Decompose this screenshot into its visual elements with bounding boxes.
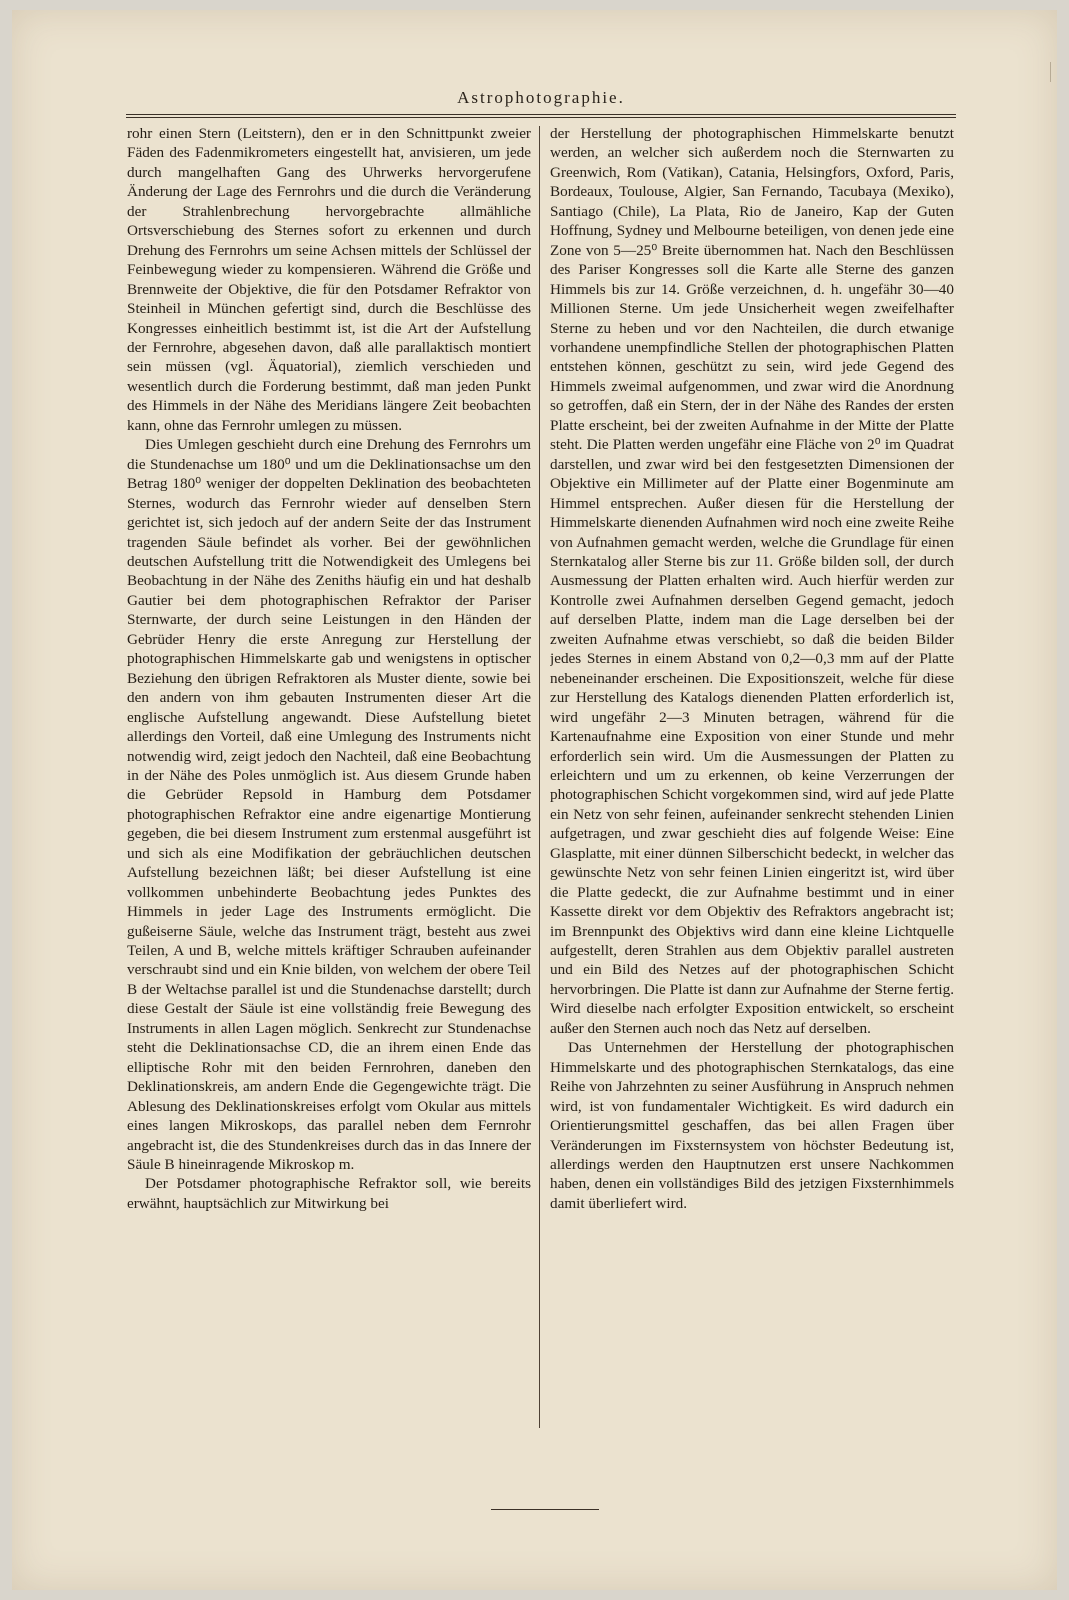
edge-mark [1050, 62, 1055, 82]
header-rule-bottom [126, 117, 956, 118]
paragraph: Dies Umlegen geschieht durch eine Drehung des Fernrohrs um die Stundenachse um 180⁰ und um die Deklinationsachse um den Betrag 180⁰ weniger der doppelten Deklination des beobachteten Sternes, wodurch das Fernrohr wieder auf denselben Stern gerichtet ist, sich jedoch auf der andern Seite der das Instrument tragenden Säule befindet als vorher. Bei der gewöhnlichen deutschen Aufstellung tritt die Notwendigkeit des Umlegens bei Beobachtung in der Nähe des Zeniths häufig ein und hat deshalb Gautier bei dem photographischen Refraktor der Pariser Sternwarte, der durch seine Leistungen in den Händen der Gebrüder Henry die erste Anregung zur Herstellung der photographischen Himmelskarte gab und wenigstens in optischer Beziehung den übrigen Refraktoren als Muster diente, sowie bei den andern von ihm gebauten Instrumenten dieser Art die englische Aufstellung angewandt. Diese Aufstellung bietet allerdings den Vorteil, daß eine Umlegung des Instruments nicht notwendig wird, zeigt jedoch den Nachteil, daß eine Beobachtung in der Nähe des Poles unmöglich ist. Aus diesem Grunde haben die Gebrüder Repsold in Hamburg dem Potsdamer photographischen Refraktor eine andre eigenartige Montierung gegeben, die bei diesem Instrument zum erstenmal ausgeführt ist und sich als eine Modifikation der gebräuchlichen deutschen Aufstellung bezeichnen läßt; bei dieser Aufstellung ist eine vollkommen unbehinderte Beobachtung jedes Punktes des Himmels in jeder Lage des Instruments ermöglicht. Die gußeiserne Säule, welche das Instrument trägt, besteht aus zwei Teilen, A und B, welche mittels kräftiger Schrauben aufeinander verschraubt sind und ein Knie bilden, von welchem der obere Teil B der Weltachse parallel ist und die Stundenachse darstellt; durch diese Gestalt der Säule ist eine vollständig freie Bewegung des Instruments in allen Lagen möglich. Senkrecht zur Stundenachse steht die Deklinationsachse CD, die an ihrem einen Ende das elliptische Rohr mit den beiden Fernrohren, daneben den Deklinationskreis, am andern Ende die Gegengewichte trägt. Die Ablesung des Deklinationskreises erfolgt vom Okular aus mittels eines langen Mikroskops, das parallel neben dem Fernrohr angebracht ist, die des Stundenkreises durch das in das Innere der Säule B hineinragende Mikroskop m. [127, 436, 531, 1174]
right-column [550, 124, 954, 1430]
paragraph: der Herstellung der photographischen Himmelskarte benutzt werden, an welcher sich außerdem noch die Sternwarten zu Greenwich, Rom (Vatikan), Catania, Helsingfors, Oxford, Paris, Bordeaux, Toulouse, Algier, San Fernando, Tacubaya (Mexiko), Santiago (Chile), La Plata, Rio de Janeiro, Kap der Guten Hoffnung, Sydney und Melbourne beteiligen, von denen jede eine Zone von 5—25⁰ Breite übernommen hat. Nach den Beschlüssen des Pariser Kongresses soll die Karte alle Sterne des ganzen Himmels bis zur 14. Größe verzeichnen, d. h. ungefähr 30—40 Millionen Sterne. Um jede Unsicherheit wegen zweifelhafter Sterne zu heben und vor den Nachteilen, die durch etwanige vorhandene unempfindliche Stellen der photographischen Platten entstehen können, geschützt zu sein, wird jede Gegend des Himmels zweimal aufgenommen, und zwar wird die Anordnung so getroffen, daß ein Stern, der in der Nähe des Randes der ersten Platte erscheint, bei der zweiten Aufnahme in der Mitte der Platte steht. Die Platten werden ungefähr eine Fläche von 2⁰ im Quadrat darstellen, und zwar wird bei den festgesetzten Dimensionen der Objektive ein Millimeter auf der Platte einer Bogenminute am Himmel entsprechen. Außer diesen für die Herstellung der Himmelskarte dienenden Aufnahmen wird noch eine zweite Reihe von Aufnahmen gemacht werden, welche die Grundlage für einen Sternkatalog aller Sterne bis zur 11. Größe bilden soll, der durch Ausmessung der Platten erhalten wird. Auch hierfür werden zur Kontrolle zwei Aufnahmen derselben Gegend gemacht, jedoch auf derselben Platte, indem man die Lage derselben bei der zweiten Aufnahme etwas verschiebt, so daß die beiden Bilder jedes Sternes in einem Abstand von 0,2—0,3 mm auf der Platte nebeneinander erscheinen. Die Expositionszeit, welche für diese zur Herstellung des Katalogs dienenden Platten erforderlich ist, wird ungefähr 2—3 Minuten betragen, während für die Kartenaufnahme eine Exposition von einer Stunde und mehr erforderlich sein wird. Um die Ausmessungen der Platten zu erleichtern und um zu erkennen, ob keine Verzerrungen der photographischen Schicht vorgekommen sind, wird auf jede Platte ein Netz von sehr feinen, aufeinander senkrecht stehenden Linien aufgetragen, und zwar geschieht dies auf folgende Weise: Eine Glasplatte, mit einer dünnen Silberschicht bedeckt, in welcher das gewünschte Netz von sehr feinen Linien eingeritzt ist, wird über die Platte gedeckt, die zur Aufnahme bestimmt und in einer Kassette direkt vor dem Objektiv des Refraktors angebracht ist; im Brennpunkt des Objektivs wird dann eine kleine Lichtquelle aufgestellt, deren Strahlen aus dem Objektiv parallel austreten und ein Bild des Netzes auf der photographischen Schicht hervorbringen. Die Platte ist dann zur Aufnahme der Sterne fertig. Wird dieselbe nach erfolgter Exposition entwickelt, so erscheint außer den Sternen auch noch das Netz auf derselben. [550, 125, 954, 1037]
paragraph: rohr einen Stern (Leitstern), den er in den Schnittpunkt zweier Fäden des Fadenmikrometers eingestellt hat, anvisieren, um jede durch mangelhaften Gang des Uhrwerks hervorgerufene Änderung der Lage des Fernrohrs und die durch die Veränderung der Strahlenbrechung hervorgebrachte allmähliche Ortsverschiebung des Sternes sofort zu erkennen und durch Drehung des Fernrohrs um seine Achsen mittels der Schlüssel der Feinbewegung wieder zu kompensieren. Während die Größe und Brennweite der Objektive, die für den Potsdamer Refraktor von Steinheil in München gefertigt sind, durch die Beschlüsse des Kongresses einheitlich bestimmt ist, ist die Art der Aufstellung der Fernrohre, abgesehen davon, daß alle parallaktisch montiert sein müssen (vgl. Äquatorial), ziemlich verschieden und wesentlich durch die Forderung bestimmt, daß man jeden Punkt des Himmels in der Nähe des Meridians längere Zeit beobachten kann, ohne das Fernrohr umlegen zu müssen. [127, 125, 531, 434]
end-rule [491, 1509, 599, 1510]
column-divider [539, 126, 540, 1428]
paragraph: Der Potsdamer photographische Refraktor soll, wie bereits erwähnt, hauptsächlich zur Mitwirkung bei [127, 1175, 531, 1212]
left-column [127, 124, 531, 1430]
header-rule-top [126, 114, 956, 115]
paragraph: Das Unternehmen der Herstellung der photographischen Himmelskarte und des photographischen Sternkatalogs, das eine Reihe von Jahrzehnten zu seiner Ausführung in Anspruch nehmen wird, ist von fundamentaler Wichtigkeit. Es wird dadurch ein Orientierungsmittel geschaffen, das bei allen Fragen über Veränderungen im Fixsternsystem von höchster Bedeutung ist, allerdings werden den Hauptnutzen erst unsere Nachkommen haben, denen ein vollständiges Bild des jetzigen Fixsternhimmels damit überliefert wird. [550, 1039, 954, 1212]
page-title: Astrophotographie. [457, 88, 625, 107]
